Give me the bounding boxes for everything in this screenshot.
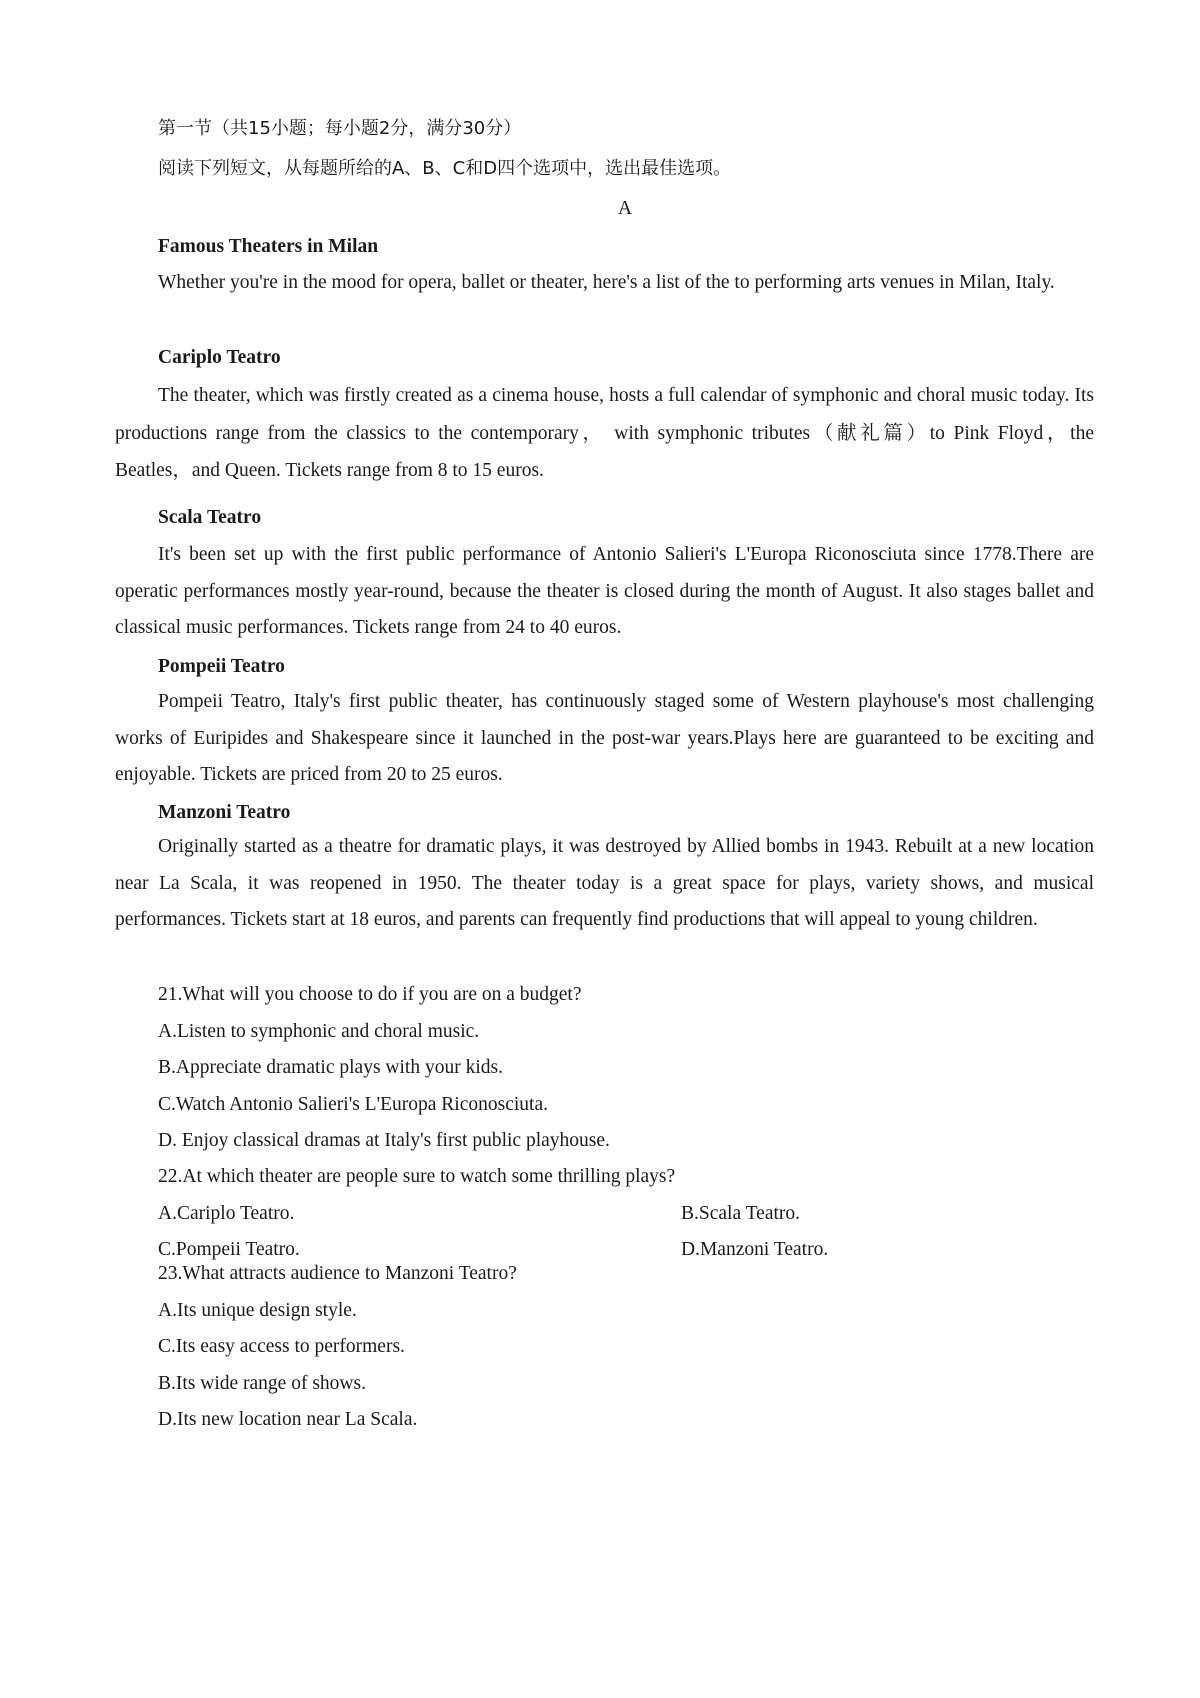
theater-text-manzoni: Originally started as a theatre for dramatic plays, it was destroyed by Allied bombs in 1943. Rebuilt at a new location near La Scala, it was reopened in 1950. The theater today is a great space for plays, variety shows, and musical performances. Tickets start at 18 euros, and parents can frequently find productions that will appeal to young children. [115,836,1094,930]
theater-heading-manzoni: Manzoni Teatro [158,802,291,823]
question-21-option-b[interactable]: B.Appreciate dramatic plays with your kids. [158,1057,503,1078]
question-23-option-d[interactable]: D.Its new location near La Scala. [158,1409,418,1430]
passage-title: Famous Theaters in Milan [158,236,379,257]
question-22-option-b[interactable]: B.Scala Teatro. [681,1203,801,1224]
theater-text-cariplo: The theater, which was firstly created as a cinema house, hosts a full calendar of symphonic and choral music today. Its productions range from the classics to the contemporary， with symphonic tributes（献礼篇）to Pink Floyd，the Beatles，and Queen. Tickets range from 8 to 15 euros. [115,385,1094,481]
passage-intro: Whether you're in the mood for opera, ballet or theater, here's a list of the to performing arts venues in Milan, Italy. [158,272,1055,293]
theater-heading-scala: Scala Teatro [158,507,262,528]
section-heading: 第一节（共15小题；每小题2分，满分30分） [158,118,522,139]
question-23-option-a[interactable]: A.Its unique design style. [158,1300,357,1321]
question-22-option-a[interactable]: A.Cariplo Teatro. [158,1203,295,1224]
question-21-option-d[interactable]: D. Enjoy classical dramas at Italy's first public playhouse. [158,1130,610,1151]
question-21-option-c[interactable]: C.Watch Antonio Salieri's L'Europa Riconosciuta. [158,1094,548,1115]
question-21-stem: 21.What will you choose to do if you are on a budget? [158,984,582,1005]
question-23-option-c[interactable]: C.Its easy access to performers. [158,1336,405,1357]
theater-heading-pompeii: Pompeii Teatro [158,656,285,677]
theater-text-pompeii: Pompeii Teatro, Italy's first public theater, has continuously staged some of Western playhouse's most challenging works of Euripides and Shakespeare since it launched in the post-war years.Plays here are guaranteed to be exciting and enjoyable. Tickets are priced from 20 to 25 euros. [115,691,1094,785]
theater-text-scala: It's been set up with the first public performance of Antonio Salieri's L'Europa Riconosciuta since 1778.There are operatic performances mostly year-round, because the theater is closed during the month of August. It also stages ballet and classical music performances. Tickets range from 24 to 40 euros. [115,544,1094,638]
question-22-option-d[interactable]: D.Manzoni Teatro. [681,1239,829,1260]
question-23-option-b[interactable]: B.Its wide range of shows. [158,1373,366,1394]
passage-label: A [618,198,633,219]
instructions: 阅读下列短文，从每题所给的A、B、C和D四个选项中，选出最佳选项。 [158,158,732,179]
question-21-option-a[interactable]: A.Listen to symphonic and choral music. [158,1021,480,1042]
question-22-option-c[interactable]: C.Pompeii Teatro. [158,1239,300,1260]
question-22-stem: 22.At which theater are people sure to watch some thrilling plays? [158,1166,676,1187]
question-23-stem: 23.What attracts audience to Manzoni Teatro? [158,1263,517,1284]
theater-heading-cariplo: Cariplo Teatro [158,347,281,368]
